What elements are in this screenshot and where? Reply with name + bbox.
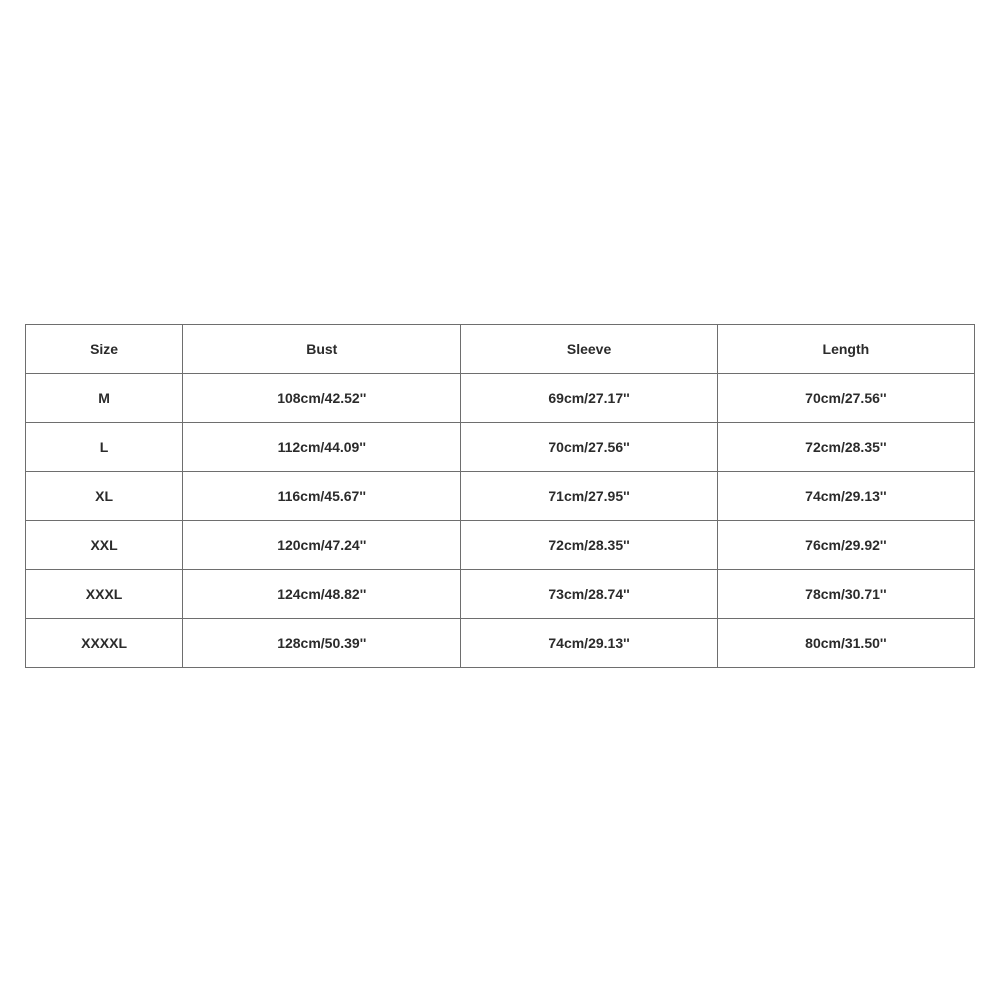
header-bust: Bust	[183, 325, 461, 374]
cell-sleeve: 72cm/28.35''	[461, 521, 717, 570]
cell-sleeve: 74cm/29.13''	[461, 619, 717, 668]
header-size: Size	[26, 325, 183, 374]
cell-bust: 112cm/44.09''	[183, 423, 461, 472]
table-row	[26, 570, 975, 619]
cell-length: 74cm/29.13''	[717, 472, 974, 521]
table-row	[26, 472, 975, 521]
table-row	[26, 521, 975, 570]
cell-size: L	[26, 423, 183, 472]
cell-size: XXXXL	[26, 619, 183, 668]
cell-length: 78cm/30.71''	[717, 570, 974, 619]
cell-length: 70cm/27.56''	[717, 374, 974, 423]
table-row	[26, 619, 975, 668]
cell-bust: 116cm/45.67''	[183, 472, 461, 521]
header-length: Length	[717, 325, 974, 374]
cell-size: M	[26, 374, 183, 423]
table-row	[26, 423, 975, 472]
cell-bust: 120cm/47.24''	[183, 521, 461, 570]
cell-length: 72cm/28.35''	[717, 423, 974, 472]
cell-bust: 108cm/42.52''	[183, 374, 461, 423]
cell-size: XXL	[26, 521, 183, 570]
header-sleeve: Sleeve	[461, 325, 717, 374]
cell-size: XXXL	[26, 570, 183, 619]
header-row	[26, 325, 975, 374]
cell-size: XL	[26, 472, 183, 521]
size-chart-table	[25, 324, 975, 668]
cell-bust: 128cm/50.39''	[183, 619, 461, 668]
cell-sleeve: 70cm/27.56''	[461, 423, 717, 472]
cell-bust: 124cm/48.82''	[183, 570, 461, 619]
cell-sleeve: 73cm/28.74''	[461, 570, 717, 619]
cell-length: 76cm/29.92''	[717, 521, 974, 570]
cell-sleeve: 71cm/27.95''	[461, 472, 717, 521]
cell-length: 80cm/31.50''	[717, 619, 974, 668]
cell-sleeve: 69cm/27.17''	[461, 374, 717, 423]
table-row	[26, 374, 975, 423]
